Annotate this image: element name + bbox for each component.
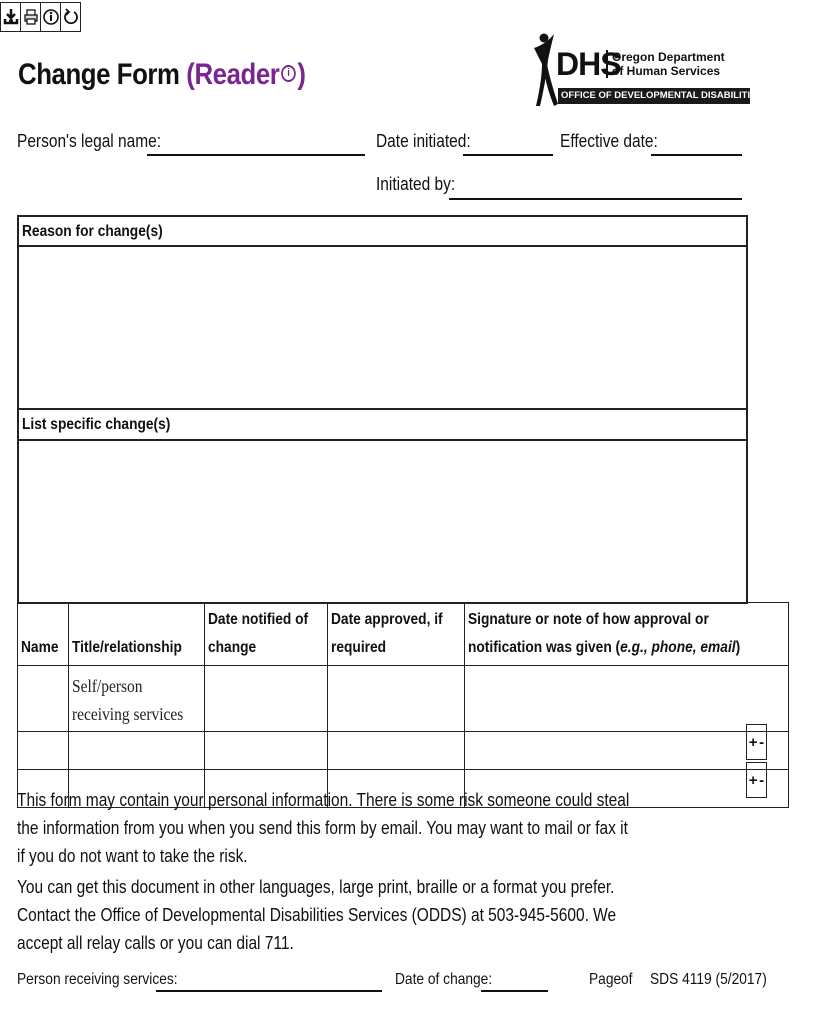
table-header-row — [18, 603, 789, 666]
signature-label-part-a: notification was given ( — [468, 639, 621, 656]
footer-form-id: SDS 4119 (5/2017) — [650, 971, 767, 988]
footer-date-label: Date of change: — [395, 971, 493, 988]
col-signature-label-1: Signature or note of how approval or — [468, 611, 710, 628]
row1-title-line2: receiving services — [71, 704, 183, 724]
notification-table — [17, 602, 789, 808]
reason-textarea[interactable] — [17, 245, 748, 410]
privacy-notice — [17, 786, 637, 870]
col-approved-header — [328, 603, 465, 666]
col-name-label: Name — [21, 639, 59, 656]
footer-person-field[interactable] — [156, 972, 382, 992]
reason-header: Reason for change(s) — [22, 223, 163, 240]
row1-name-cell[interactable] — [18, 666, 69, 732]
col-title-label: Title/relationship — [71, 639, 182, 656]
row1-title-line1: Self/person — [71, 676, 143, 696]
row2-name-cell[interactable] — [18, 732, 69, 770]
logo-org-line1: Oregon Department — [612, 50, 725, 64]
row3-add-remove — [746, 762, 767, 798]
logo-dhs: DHS — [556, 46, 621, 82]
changes-header: List specific change(s) — [22, 416, 171, 433]
download-icon[interactable] — [0, 2, 21, 32]
row2-add-remove — [746, 724, 767, 760]
initiated-by-field[interactable] — [449, 180, 742, 200]
row1-title-cell[interactable] — [68, 666, 204, 732]
remove-row-button[interactable]: - — [759, 771, 765, 789]
reader-close-paren: ) — [297, 58, 306, 91]
col-notified-label-1: Date notified of — [208, 611, 309, 628]
dhs-logo — [532, 30, 813, 110]
privacy-notice-line3: if you do not want to take the risk. — [17, 846, 248, 866]
accessibility-notice-line1: You can get this document in other languages, large print, braille or a format you prefer. — [17, 877, 615, 897]
row1-signature-cell[interactable] — [465, 666, 788, 732]
row2-notified-cell[interactable] — [205, 732, 328, 770]
page-title — [18, 58, 352, 92]
privacy-notice-line2: the information from you when you send this form by email. You may want to mail or fax it — [17, 818, 628, 838]
legal-name-field[interactable] — [147, 136, 365, 156]
footer-of-label: of — [621, 971, 633, 988]
changes-textarea[interactable] — [17, 439, 748, 604]
changes-header-box — [17, 408, 748, 441]
row2-title-cell[interactable] — [68, 732, 204, 770]
add-row-button[interactable]: + — [748, 771, 758, 789]
effective-date-label: Effective date: — [560, 131, 658, 151]
reader-label: (Reader — [186, 58, 280, 91]
reason-header-box — [17, 215, 748, 247]
footer-page-label: Page — [589, 971, 622, 988]
form-toolbar — [0, 2, 80, 32]
print-icon[interactable] — [20, 2, 41, 32]
col-approved-label-2: required — [331, 639, 387, 656]
col-signature-header — [465, 603, 788, 666]
privacy-notice-line1: This form may contain your personal information. There is some risk someone could steal — [17, 790, 630, 810]
logo-org-line2: of Human Services — [612, 64, 721, 78]
col-signature-label-2 — [468, 634, 740, 662]
legal-name-label: Person's legal name: — [17, 131, 162, 151]
row1-notified-cell[interactable] — [205, 666, 328, 732]
signature-label-part-c: ) — [735, 639, 741, 656]
col-notified-label-2: change — [208, 639, 257, 656]
add-row-button[interactable]: + — [748, 733, 758, 751]
effective-date-field[interactable] — [651, 136, 742, 156]
info-icon[interactable] — [40, 2, 61, 32]
reset-icon[interactable] — [60, 2, 81, 32]
footer-date-field[interactable] — [481, 972, 548, 992]
col-approved-label-1: Date approved, if — [331, 611, 444, 628]
date-initiated-label: Date initiated: — [376, 131, 471, 151]
initiated-by-label: Initiated by: — [376, 174, 456, 194]
reader-info-icon[interactable]: i — [281, 65, 296, 82]
col-title-header — [68, 603, 204, 666]
row2-approved-cell[interactable] — [328, 732, 465, 770]
logo-org — [606, 50, 725, 78]
col-name-header — [18, 603, 69, 666]
title-text: Change Form — [18, 58, 187, 91]
table-row — [18, 666, 789, 732]
remove-row-button[interactable]: - — [759, 733, 765, 751]
logo-office-bar: OFFICE OF DEVELOPMENTAL DISABILITIES SERVICES — [558, 88, 750, 104]
footer-person-label: Person receiving services: — [17, 971, 178, 988]
accessibility-notice-line3: accept all relay calls or you can dial 711. — [17, 933, 294, 953]
signature-label-part-b: e.g., phone, email — [620, 639, 736, 656]
accessibility-notice-line2: Contact the Office of Developmental Disabilities Services (ODDS) at 503-945-5600. We — [17, 905, 617, 925]
date-initiated-field[interactable] — [463, 136, 553, 156]
row2-signature-cell[interactable] — [465, 732, 788, 770]
table-row — [18, 732, 789, 770]
row1-approved-cell[interactable] — [328, 666, 465, 732]
accessibility-notice — [17, 873, 637, 957]
reader-link[interactable] — [186, 58, 305, 91]
col-notified-header — [205, 603, 328, 666]
